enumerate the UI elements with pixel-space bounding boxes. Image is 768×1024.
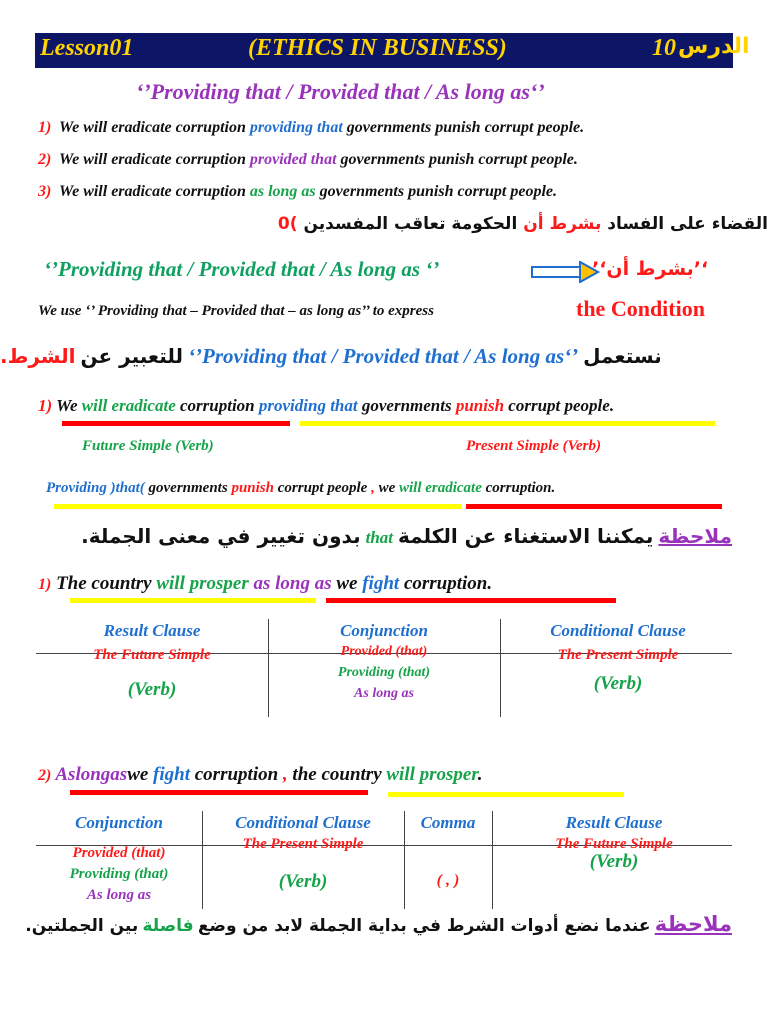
conjunction: Aslongas [55, 764, 128, 785]
underline-red [62, 421, 290, 426]
example-conj: provided that [249, 151, 337, 168]
word: corrupt people [277, 480, 368, 496]
underline-yellow [70, 598, 316, 603]
table-cell-conjunction: Providing (that) [337, 665, 431, 680]
example-post: governments punish corrupt people. [319, 183, 558, 200]
example-number: 1) [38, 119, 52, 136]
future-verb: will prosper [386, 764, 478, 785]
underline-red [70, 790, 368, 795]
table-cell-verb: (Verb) [589, 851, 639, 872]
future-verb: will prosper [156, 573, 249, 594]
word: corruption. [485, 480, 556, 496]
future-verb: will eradicate [81, 396, 176, 415]
table-cell-conjunction: Provided (that) [340, 644, 428, 659]
conjunction: providing that [258, 396, 358, 415]
table-cell-tense: The Present Simple [242, 836, 364, 852]
example-pre: We will eradicate corruption [59, 151, 246, 168]
lesson-number: 10 [652, 35, 676, 61]
arabic-translation [278, 214, 768, 234]
word: we [127, 764, 149, 785]
word: . [477, 764, 483, 785]
word: We [56, 396, 78, 415]
table-cell-conjunction: Provided (that) [72, 845, 166, 861]
example-sentence-aslongas [38, 764, 482, 786]
arabic-translation-a: القضاء على الفساد [601, 214, 768, 234]
word: governments [361, 396, 452, 415]
meaning-english: ‘’Providing that / Provided that / As long as ‘’ [44, 257, 440, 281]
underline-yellow [300, 421, 715, 426]
arabic-translation-b: بشرط أن [523, 214, 602, 234]
arabic-translation-c: الحكومة تعاقب المفسدين [303, 214, 524, 234]
note-rest: بين الجملتين. [25, 916, 139, 936]
table-cell-verb: (Verb) [593, 673, 643, 694]
note-rest: بدون تغيير في معنى الجملة. [81, 524, 361, 548]
table-cell-verb: (Verb) [127, 679, 177, 700]
table-header-comma: Comma [420, 813, 476, 832]
table-cell-conjunction: As long as [354, 686, 414, 701]
underline-yellow [388, 792, 624, 797]
conjunction: Providing )that( [46, 480, 145, 496]
sentence-2 [46, 480, 555, 497]
table-header-result: Result Clause [565, 813, 663, 832]
word: corruption. [403, 573, 493, 594]
example-2 [38, 151, 578, 169]
table-cell-tense: The Present Simple [557, 647, 679, 663]
example-conj: as long as [249, 183, 316, 200]
sentence-number: 1) [38, 576, 52, 593]
table-header-conjunction: Conjunction [340, 621, 428, 640]
sentence-1 [38, 396, 614, 416]
sentence-number: 1) [38, 396, 53, 415]
example-1 [38, 119, 584, 137]
note-title: ملاحظة [654, 912, 732, 936]
table-header-result: Result Clause [103, 621, 201, 640]
usage-condition: the Condition [576, 296, 705, 321]
note-comma-word: فاصلة [142, 916, 194, 936]
table-header-conditional: Conditional Clause [235, 813, 371, 832]
label-present-simple: Present Simple (Verb) [466, 438, 601, 454]
comma: , [282, 764, 288, 785]
note-1 [81, 524, 732, 549]
underline-yellow [54, 504, 462, 509]
example-number: 3) [38, 183, 52, 200]
future-verb: will eradicate [398, 480, 482, 496]
lesson-label: Lesson01 [40, 35, 134, 61]
usage-english: We use ‘’ Providing that – Provided that – as long as’’ to express [38, 303, 434, 319]
underline-red [466, 504, 722, 509]
table-cell-tense: The Future Simple [93, 647, 211, 663]
underline-red [326, 598, 616, 603]
table-header-conditional: Conditional Clause [550, 621, 686, 640]
table-header-conjunction: Conjunction [75, 813, 163, 832]
table-cell-conjunction: As long as [86, 887, 152, 903]
sentence-number: 2) [38, 767, 52, 784]
present-verb: punish [455, 396, 505, 415]
note-title: ملاحظة [658, 524, 732, 548]
arabic-translation-d: )0 [277, 214, 304, 234]
example-number: 2) [38, 151, 52, 168]
conjunction: as long as [253, 573, 332, 594]
note-that: that [365, 528, 393, 547]
word: we [378, 480, 396, 496]
word: corruption [194, 764, 279, 785]
example-post: governments punish corrupt people. [340, 151, 578, 168]
present-verb: fight [153, 764, 190, 785]
arabic-usage-a: نستعمل [583, 344, 662, 368]
word: governments [148, 480, 228, 496]
example-conj: providing that [249, 119, 343, 136]
table-cell-tense: The Future Simple [555, 836, 673, 852]
lesson-arabic: الدرس [678, 34, 750, 59]
word: the country [292, 764, 382, 785]
arabic-usage-c: للتعبير عن [80, 344, 184, 368]
comma: , [371, 480, 375, 496]
note-text: يمكننا الاستغناء عن الكلمة [398, 524, 654, 548]
table-cell-verb: (Verb) [278, 871, 328, 892]
arabic-usage-d: الشرط. [0, 344, 76, 368]
note-2 [25, 912, 732, 936]
table-cell-conjunction: Providing (that) [69, 866, 169, 882]
table-cell-comma: ( , ) [436, 872, 460, 889]
word: corrupt people. [508, 396, 615, 415]
word: corruption [180, 396, 255, 415]
meaning-arabic: ‘’بشرط أن‘’ [592, 258, 709, 280]
arrow-right-icon [530, 261, 600, 283]
example-sentence-prosper [38, 573, 492, 595]
heading-conjunctions: ‘’Providing that / Provided that / As long as‘’ [136, 79, 545, 104]
word: we [336, 573, 358, 594]
example-post: governments punish corrupt people. [346, 119, 585, 136]
arabic-usage [0, 344, 662, 369]
lesson-title: (ETHICS IN BUSINESS) [248, 35, 507, 61]
arabic-usage-b: ‘’Providing that / Provided that / As long as‘’ [188, 344, 579, 368]
word: The country [56, 573, 152, 594]
example-pre: We will eradicate corruption [59, 183, 246, 200]
label-future-simple: Future Simple (Verb) [82, 438, 214, 454]
example-3 [38, 183, 557, 201]
present-verb: punish [231, 480, 274, 496]
note-text: عندما نضع أدوات الشرط في بداية الجملة لابد من وضع [197, 916, 651, 936]
example-pre: We will eradicate corruption [59, 119, 246, 136]
present-verb: fight [362, 573, 400, 594]
